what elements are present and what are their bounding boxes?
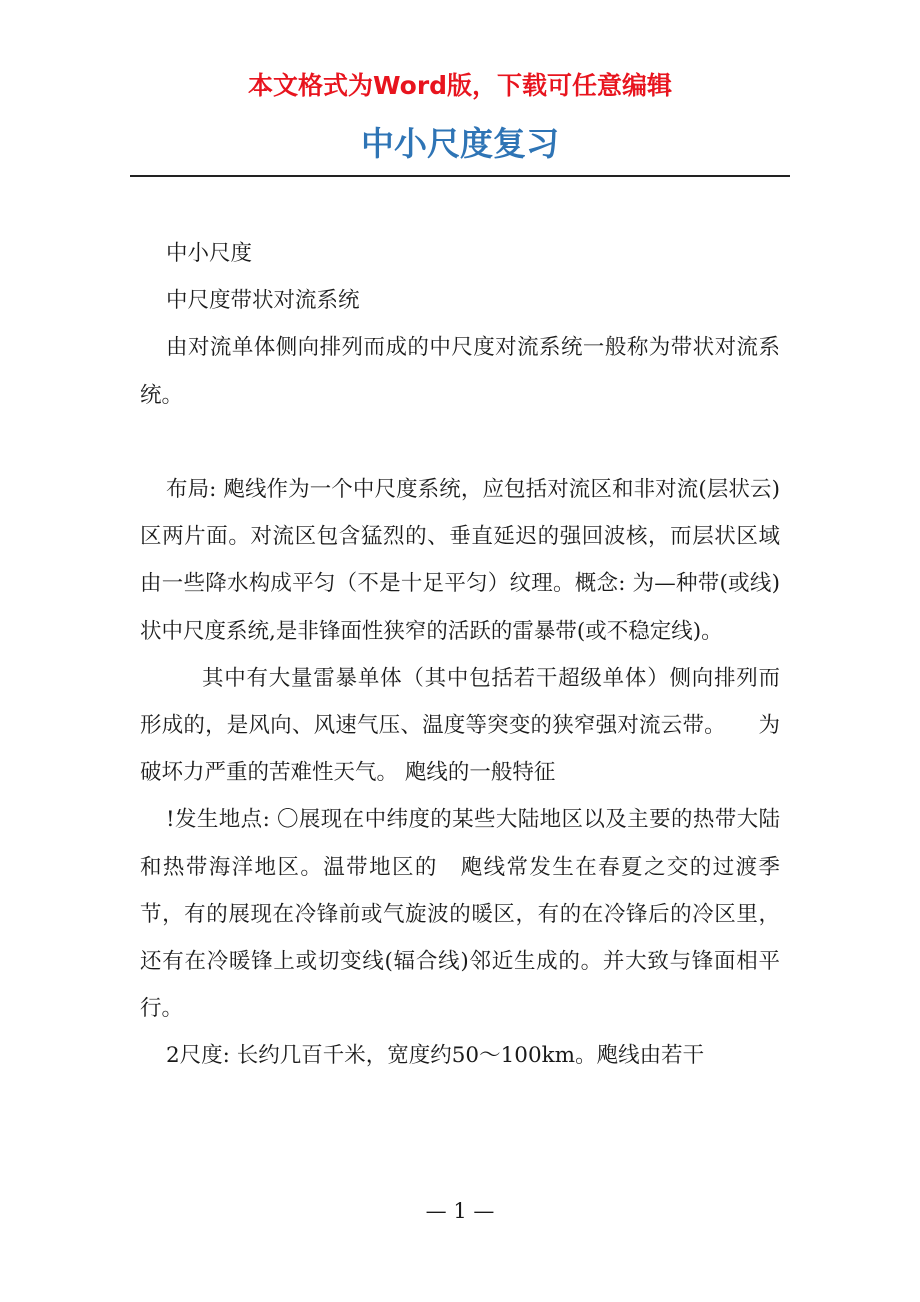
paragraph-spacer [140,419,780,466]
title-divider [130,175,790,177]
paragraph-location: !发生地点: 〇展现在中纬度的某些大陆地区以及主要的热带大陆和热带海洋地区。温带地区的 飑线常发生在春夏之交的过渡季节，有的展现在冷锋前或气旋波的暖区，有的在冷锋后的冷区里，还有在冷暖锋上或切变线(辐合线)邻近生成的。并大致与锋面相平行。 [140,807,780,1022]
paragraph-definition: 由对流单体侧向排列而成的中尺度对流系统一般称为带状对流系统。 [140,335,780,408]
page-number: — 1 — [425,1199,495,1223]
paragraph-heading-2: 中尺度带状对流系统 [166,288,360,314]
paragraph-heading-1: 中小尺度 [166,241,253,266]
paragraph-thunderstorm-cells: 其中有大量雷暴单体（其中包括若干超级单体）侧向排列而形成的，是风向、风速气压、温度等突变的狭窄强对流云带。 为破坏力严重的苦难性天气。 飑线的一般特征 [140,665,780,786]
paragraph-scale: 2尺度: 长约几百千米，宽度约50～100km。飑线由若干 [166,1043,705,1069]
document-title: 中小尺度复习 [361,124,559,163]
word-format-banner: 本文格式为Word版，下载可任意编辑 [247,71,673,100]
paragraph-layout-concept: 布局: 飑线作为一个中尺度系统，应包括对流区和非对流(层状云)区两片面。对流区包含猛烈的、垂直延迟的强回波核，而层状区域由一些降水构成平匀（不是十足平匀）纹理。概念: 为—种带(或线)状中尺度系统,是非锋面性狭窄的活跃的雷暴带(或不稳定线)。 [140,477,780,644]
document-body [140,230,780,1080]
